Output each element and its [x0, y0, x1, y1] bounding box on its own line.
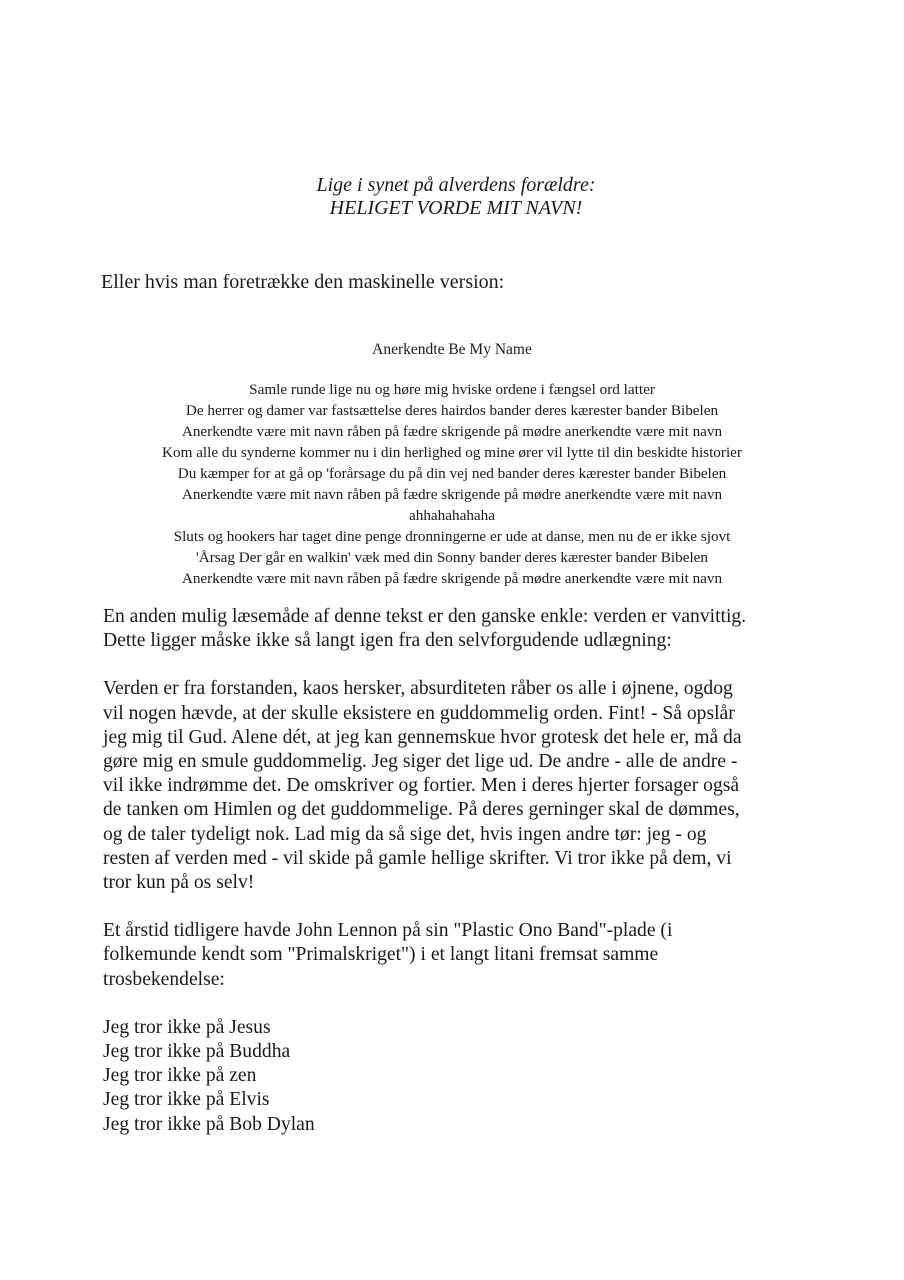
list-item: Jeg tror ikke på Elvis — [103, 1089, 270, 1111]
lyric-line: Kom alle du synderne kommer nu i din herlighed og mine ører vil lytte til din beskidte historier — [162, 444, 742, 461]
text-line: de tanken om Himlen og det guddommelige. På deres gerninger skal de dømmes, — [103, 799, 740, 821]
list-item: Jeg tror ikke på zen — [103, 1065, 257, 1087]
text-line: folkemunde kendt som "Primalskriget") i et langt litani fremsat samme — [103, 944, 659, 966]
list-item: Jeg tror ikke på Buddha — [103, 1041, 291, 1063]
body-text — [103, 605, 803, 1137]
text-line: En anden mulig læsemåde af denne tekst er den ganske enkle: verden er vanvittig. — [103, 606, 747, 627]
text-line: trosbekendelse: — [103, 968, 225, 990]
text-line: jeg mig til Gud. Alene dét, at jeg kan gennemskue hvor grotesk det hele er, må da — [103, 726, 742, 748]
paragraph-2 — [103, 677, 803, 895]
lyric-line: Anerkendte være mit navn råben på fædre skrigende på mødre anerkendte være mit navn — [181, 486, 723, 503]
lyric-line: Samle runde lige nu og høre mig hviske ordene i fængsel ord latter — [249, 381, 655, 398]
text-line: resten af verden med - vil skide på gamle hellige skrifter. Vi tror ikke på dem, vi — [103, 847, 732, 869]
paragraph-1 — [103, 605, 803, 653]
lyric-line: Anerkendte være mit navn råben på fædre skrigende på mødre anerkendte være mit navn — [181, 570, 723, 587]
text-line: Verden er fra forstanden, kaos hersker, absurditeten råber os alle i øjnene, ogdog — [103, 678, 733, 700]
heading — [0, 174, 904, 220]
lyric-line: Du kæmper for at gå op 'forårsage du på din vej ned bander deres kærester bander Bibelen — [177, 465, 727, 482]
lyric-line: 'Årsag Der går en walkin' væk med din Sonny bander deres kærester bander Bibelen — [196, 549, 708, 566]
intro-text: Eller hvis man foretrække den maskinelle version: — [101, 271, 505, 293]
text-line: og de taler tydeligt nok. Lad mig da så sige det, hvis ingen andre tør: jeg - og — [103, 823, 707, 845]
song-lyrics — [0, 379, 904, 589]
lyric-line: De herrer og damer var fastsættelse deres hairdos bander deres kærester bander Bibelen — [185, 402, 719, 419]
list-item: Jeg tror ikke på Jesus — [103, 1016, 271, 1038]
text-line: vil ikke indrømme det. De omskriver og fortier. Men i deres hjerter forsager også — [103, 775, 740, 797]
text-line: gøre mig en smule guddommelig. Jeg siger det lige ud. De andre - alle de andre - — [103, 751, 738, 773]
lyric-line: ahhahahahaha — [408, 507, 495, 524]
lyric-line: Sluts og hookers har taget dine penge dronningerne er ude at danse, men nu de er ikke sjovt — [173, 528, 731, 545]
heading-line-1: Lige i synet på alverdens forældre: — [316, 174, 596, 196]
heading-line-2: HELIGET VORDE MIT NAVN! — [329, 197, 583, 219]
song-title: Anerkendte Be My Name — [372, 341, 532, 358]
creed-list — [103, 1016, 803, 1137]
text-line: Dette ligger måske ikke så langt igen fra den selvforgudende udlægning: — [103, 630, 672, 652]
text-line: Et årstid tidligere havde John Lennon på sin "Plastic Ono Band"-plade (i — [103, 920, 673, 942]
paragraph-3 — [103, 919, 803, 992]
list-item: Jeg tror ikke på Bob Dylan — [103, 1113, 315, 1135]
text-line: vil nogen hævde, at der skulle eksistere en guddommelig orden. Fint! - Så opslår — [103, 702, 735, 724]
text-line: tror kun på os selv! — [103, 872, 255, 894]
lyric-line: Anerkendte være mit navn råben på fædre skrigende på mødre anerkendte være mit navn — [181, 423, 723, 440]
